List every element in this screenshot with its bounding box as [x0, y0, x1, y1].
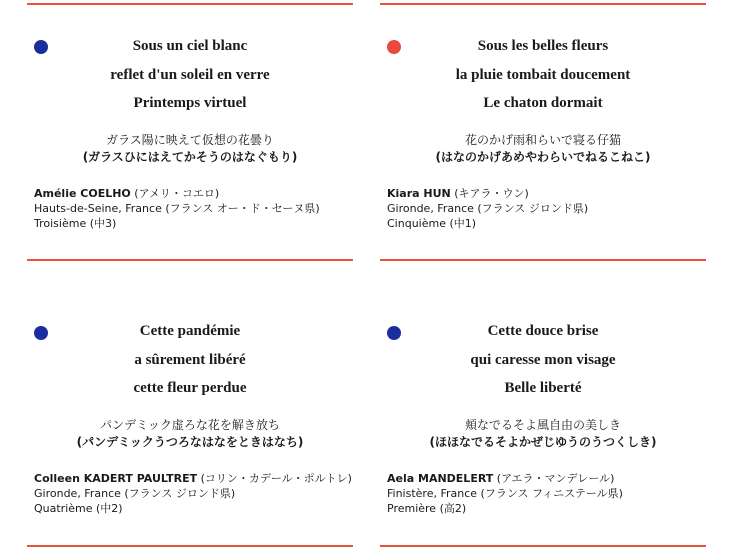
japanese-reading: (ガラスひにはえてかそうのはなぐもり) [82, 150, 298, 164]
japanese-translation [380, 417, 706, 451]
japanese-translation [27, 132, 353, 166]
poem-line: Sous un ciel blanc [132, 38, 248, 54]
poem-line: Cette pandémie [139, 323, 241, 339]
bottom-divider [27, 545, 353, 547]
author-name: Colleen KADERT PAULTRET [34, 472, 198, 485]
author-info [387, 471, 707, 516]
poem-line: reflet d'un soleil en verre [110, 66, 270, 83]
japanese-reading: (はなのかげあめやわらいでねるこねこ) [435, 150, 651, 164]
author-location: Gironde, France (フランス ジロンド県) [34, 487, 236, 500]
japanese-translation [27, 417, 353, 451]
japanese-reading: (ほほなでるそよかぜじゆうのうつくしき) [429, 435, 657, 449]
poem-line: Le chaton dormait [483, 95, 603, 111]
author-name: Kiara HUN [387, 187, 451, 200]
author-location: Finistère, France (フランス フィニステール県) [387, 487, 623, 500]
author-grade: Quatrième (中2) [34, 502, 123, 515]
haiku-poem [380, 32, 706, 118]
poem-line: Cette douce brise [487, 323, 599, 339]
author-info [387, 186, 707, 231]
author-grade: Cinquième (中1) [387, 217, 477, 230]
author-name-japanese: (アエラ・マンデレール) [493, 472, 615, 485]
author-name: Aela MANDELERT [387, 472, 494, 485]
poem-line: a sûrement libéré [134, 351, 246, 368]
poem-line: Printemps virtuel [133, 95, 247, 111]
author-name-japanese: (アメリ・コエロ) [130, 187, 220, 200]
bottom-divider [380, 259, 706, 261]
author-name-japanese: (キアラ・ウン) [450, 187, 529, 200]
top-divider [27, 3, 353, 5]
author-location: Gironde, France (フランス ジロンド県) [387, 202, 589, 215]
author-info [34, 186, 354, 231]
japanese-reading: (パンデミックうつろなはなをときはなち) [76, 435, 304, 449]
haiku-poem [27, 317, 353, 403]
haiku-poem [380, 317, 706, 403]
poem-line: Belle liberté [504, 380, 582, 396]
author-grade: Première (高2) [387, 502, 467, 515]
author-name-japanese: (コリン・カデール・ポルトレ) [197, 472, 352, 485]
author-grade: Troisième (中3) [34, 217, 117, 230]
top-divider [380, 3, 706, 5]
bottom-divider [27, 259, 353, 261]
poem-line: qui caresse mon visage [470, 351, 616, 368]
japanese-text: パンデミック虚ろな花を解き放ち [100, 418, 280, 432]
poem-line: Sous les belles fleurs [477, 38, 609, 54]
author-info [34, 471, 354, 516]
japanese-text: 花のかげ雨和らいで寝る仔猫 [464, 133, 621, 147]
japanese-text: 頬なでるそよ風自由の美しき [464, 418, 621, 432]
bottom-divider [380, 545, 706, 547]
japanese-text: ガラス陽に映えて仮想の花曇り [106, 133, 274, 147]
poem-line: la pluie tombait doucement [455, 66, 631, 83]
author-location: Hauts-de-Seine, France (フランス オー・ド・セーヌ県) [34, 202, 320, 215]
author-name: Amélie COELHO [34, 187, 131, 200]
japanese-translation [380, 132, 706, 166]
poem-line: cette fleur perdue [133, 380, 247, 396]
haiku-poem [27, 32, 353, 118]
